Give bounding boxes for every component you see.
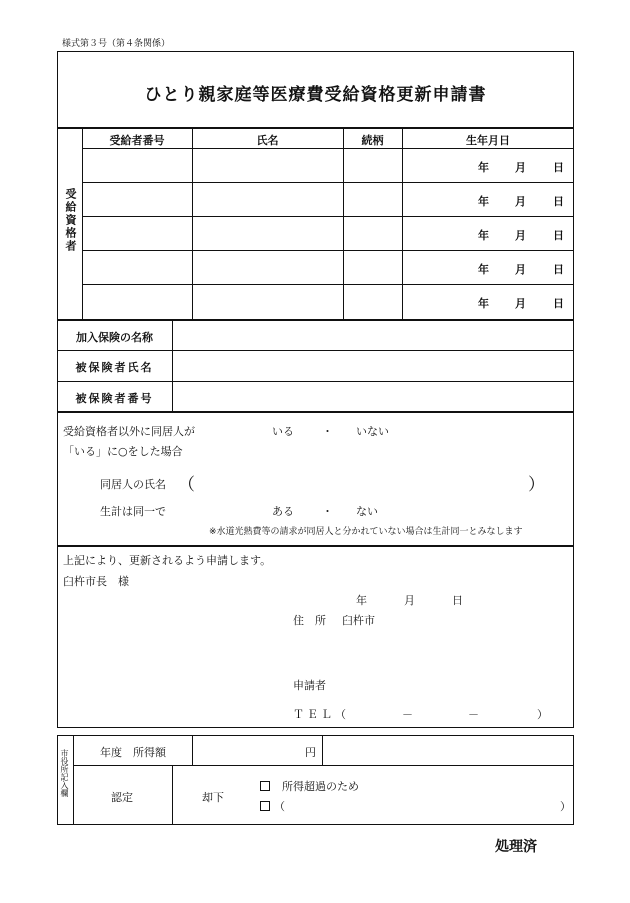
- insurance-name-field[interactable]: [174, 321, 572, 349]
- birth-year-label: 年: [478, 263, 489, 276]
- applicant-name-field[interactable]: [340, 675, 560, 691]
- rejected-label[interactable]: 却下: [202, 791, 224, 804]
- income-label: 年度 所得額: [100, 746, 166, 759]
- livelihood-option-same[interactable]: ある: [272, 505, 294, 518]
- cohabitant-name-label: 同居人の氏名: [100, 478, 166, 491]
- recipient-number-field[interactable]: [83, 149, 191, 181]
- recipient-name-field[interactable]: [193, 285, 342, 317]
- office-col-line: [322, 735, 323, 765]
- recipient-relationship-field[interactable]: [344, 251, 401, 283]
- application-statement: 上記により、更新されるよう申請します。: [63, 554, 272, 567]
- tel-field[interactable]: [350, 704, 535, 720]
- cohabitant-option-no[interactable]: いない: [356, 425, 389, 438]
- address-value: 臼杵市: [342, 614, 375, 627]
- insurance-bottom-line: [57, 411, 574, 413]
- applicant-label: 申請者: [293, 679, 326, 692]
- office-col-line: [172, 765, 173, 825]
- insured-name-label: 被保険者氏名: [75, 361, 154, 374]
- office-side-label: 市役所記入欄: [60, 749, 69, 797]
- cohabitant-bottom-line: [57, 545, 574, 547]
- recipient-name-field[interactable]: [193, 251, 342, 283]
- address-field[interactable]: [380, 610, 560, 626]
- addressee: 臼杵市長 様: [63, 575, 129, 588]
- reason2-close-paren: ）: [560, 800, 571, 813]
- form-number: 様式第３号（第４条関係）: [62, 39, 171, 49]
- recipient-number-field[interactable]: [83, 183, 191, 215]
- header-recipient-number: 受給者番号: [109, 134, 165, 147]
- birth-day-label: 日: [553, 297, 564, 310]
- birth-month-label: 月: [515, 297, 526, 310]
- livelihood-option-not[interactable]: ない: [356, 505, 378, 518]
- insured-number-label: 被保険者番号: [75, 392, 154, 405]
- office-row-line: [73, 765, 574, 766]
- recipient-name-field[interactable]: [193, 149, 342, 181]
- application-day-label: 日: [452, 594, 463, 607]
- recipients-col-line: [402, 127, 403, 319]
- birth-day-label: 日: [553, 229, 564, 242]
- title-divider: [57, 127, 574, 129]
- cohabitant-paren-close: ）: [528, 475, 545, 495]
- insurance-row-line: [57, 381, 574, 382]
- reason1-checkbox[interactable]: [260, 781, 270, 791]
- insured-name-field[interactable]: [174, 352, 572, 380]
- birth-month-label: 月: [515, 229, 526, 242]
- header-birthdate: 生年月日: [466, 134, 510, 147]
- cohabitant-name-field[interactable]: [200, 470, 530, 490]
- processed-label: 処理済: [495, 839, 537, 855]
- recipient-relationship-field[interactable]: [344, 285, 401, 317]
- recipients-side-label: 受給資格者: [64, 188, 77, 253]
- birth-day-label: 日: [553, 161, 564, 174]
- livelihood-label: 生計は同一で: [100, 505, 166, 518]
- address-label: 住 所: [293, 614, 326, 627]
- header-relationship: 続柄: [361, 134, 384, 147]
- insurance-name-label: 加入保険の名称: [76, 331, 153, 344]
- application-year-label: 年: [356, 594, 367, 607]
- recipient-relationship-field[interactable]: [344, 183, 401, 215]
- birth-month-label: 月: [515, 195, 526, 208]
- recipient-name-field[interactable]: [193, 183, 342, 215]
- birth-day-label: 日: [553, 263, 564, 276]
- cohabitant-option-yes[interactable]: いる: [272, 425, 294, 438]
- office-col-line: [192, 735, 193, 765]
- livelihood-separator: ・: [322, 505, 333, 518]
- reason2-open-paren: （: [274, 800, 285, 813]
- recipient-number-field[interactable]: [83, 217, 191, 249]
- tel-label: ＴＥＬ（: [293, 708, 349, 721]
- tel-dash: －: [402, 708, 413, 721]
- reason-other: [260, 798, 285, 814]
- birth-month-label: 月: [515, 263, 526, 276]
- cohabitant-separator: ・: [322, 425, 333, 438]
- reason-income-excess: [260, 778, 359, 794]
- birth-day-label: 日: [553, 195, 564, 208]
- form-title: ひとり親家庭等医療費受給資格更新申請書: [144, 85, 487, 105]
- birth-year-label: 年: [478, 229, 489, 242]
- yen-label: 円: [305, 746, 316, 759]
- insurance-row-line: [57, 350, 574, 351]
- tel-dash: －: [468, 708, 479, 721]
- recipient-name-field[interactable]: [193, 217, 342, 249]
- birth-year-label: 年: [478, 297, 489, 310]
- birth-month-label: 月: [515, 161, 526, 174]
- recipient-number-field[interactable]: [83, 251, 191, 283]
- tel-close-paren: ）: [537, 708, 548, 721]
- recipient-relationship-field[interactable]: [344, 149, 401, 181]
- application-month-label: 月: [404, 594, 415, 607]
- birth-year-label: 年: [478, 195, 489, 208]
- cohabitant-paren-open: （: [178, 475, 195, 495]
- reason-other-field[interactable]: [285, 797, 555, 813]
- insurance-col-line: [172, 319, 173, 411]
- birth-year-label: 年: [478, 161, 489, 174]
- cohabitant-condition: 「いる」に○をした場合: [63, 445, 183, 458]
- approved-label[interactable]: 認定: [111, 791, 133, 804]
- recipient-number-field[interactable]: [83, 285, 191, 317]
- reason1-label: 所得超過のため: [282, 780, 359, 793]
- office-side-divider: [73, 735, 74, 825]
- cohabitant-question: 受給資格者以外に同居人が: [63, 425, 195, 438]
- income-amount-field[interactable]: [194, 737, 300, 763]
- livelihood-note: ※水道光熱費等の請求が同居人と分かれていない場合は生計同一とみなします: [209, 527, 523, 537]
- recipient-relationship-field[interactable]: [344, 217, 401, 249]
- header-name: 氏名: [256, 134, 279, 147]
- insured-number-field[interactable]: [174, 383, 572, 410]
- reason2-checkbox[interactable]: [260, 801, 270, 811]
